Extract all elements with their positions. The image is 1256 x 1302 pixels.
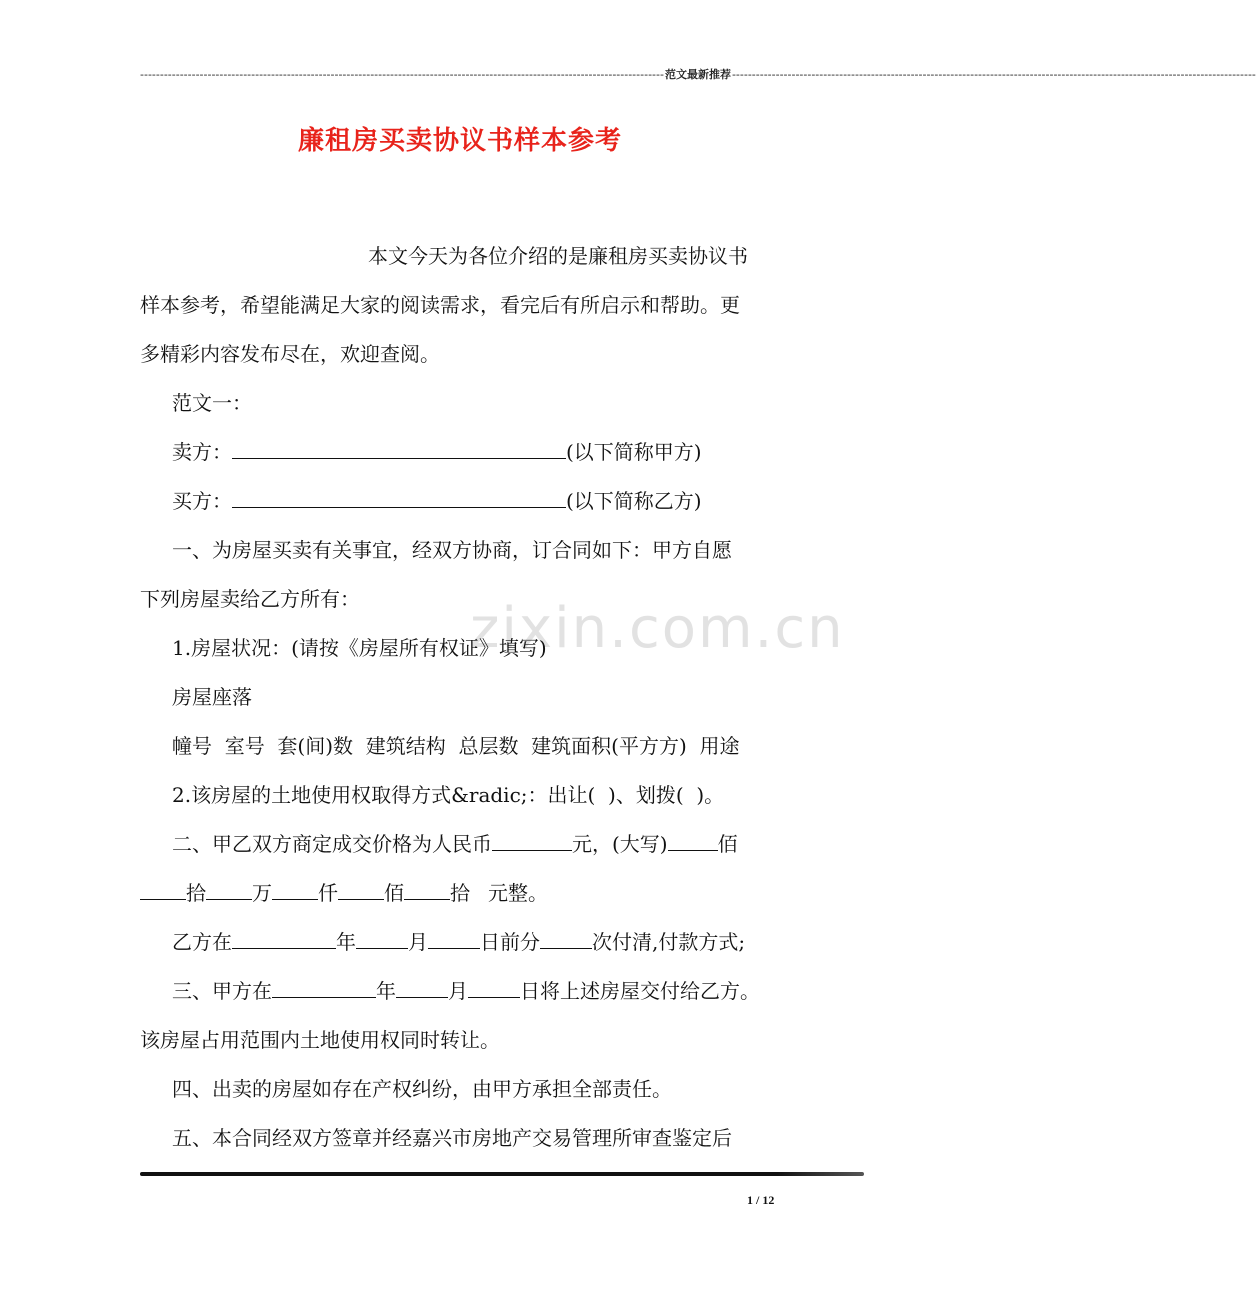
unit-bai: 佰: [384, 881, 404, 905]
clause1-line-a: 一、为房屋买卖有关事宜，经双方协商，订合同如下：甲方自愿: [172, 538, 732, 562]
unit-shi-2: 拾: [450, 881, 470, 905]
seller-suffix: (以下简称甲方): [566, 440, 702, 464]
unit-wan: 万: [252, 881, 272, 905]
clause4-line: 四、出卖的房屋如存在产权纠纷，由甲方承担全部责任。: [172, 1077, 672, 1101]
blank-2: [206, 877, 252, 900]
clause3-end: 日将上述房屋交付给乙方。: [520, 979, 760, 1003]
unit-qian: 仟: [318, 881, 338, 905]
item2-line: 2.该房屋的土地使用权取得方式&radic;：出让( )、划拨( )。: [172, 783, 725, 807]
location-line: 房屋座落: [172, 685, 252, 709]
clause3-line-a: [140, 967, 784, 1016]
blank-3: [272, 877, 318, 900]
blank-1: [140, 877, 186, 900]
payment-end: 次付清,付款方式;: [592, 930, 746, 954]
header-label: 范文最新推荐: [664, 68, 731, 81]
payment-day-blank: [428, 926, 480, 949]
columns-line: 幢号 室号 套(间)数 建筑结构 总层数 建筑面积(平方方) 用途: [172, 734, 740, 758]
item1-line: 1.房屋状况：(请按《房屋所有权证》填写): [172, 636, 547, 660]
clause2-prefix: 二、甲乙双方商定成交价格为人民币: [172, 832, 492, 856]
clause5-line: 五、本合同经双方签章并经嘉兴市房地产交易管理所审查鉴定后: [172, 1126, 732, 1150]
payment-year: 年: [336, 930, 356, 954]
intro-line-3: 多精彩内容发布尽在，欢迎查阅。: [140, 342, 440, 366]
clause3-year-blank: [272, 975, 376, 998]
document-title: 廉租房买卖协议书样本参考: [297, 126, 622, 156]
clause3-month: 月: [448, 979, 468, 1003]
clause2-mid: 元，(大写): [572, 832, 668, 856]
buyer-blank: [232, 485, 566, 508]
header-dashes-left: ------------------------------------------------------------------------------------------------------------------------------------: [140, 67, 664, 81]
page-number: 1 / 12: [747, 1193, 775, 1207]
payment-month-blank: [356, 926, 408, 949]
clause3-line-b: 该房屋占用范围内土地使用权同时转让。: [140, 1028, 500, 1052]
unit-yuan: 元整。: [488, 881, 548, 905]
header-dashes-right: ------------------------------------------------------------------------------------------------------------------------------------: [731, 67, 1256, 81]
seller-blank: [232, 436, 566, 459]
seller-label: 卖方：: [172, 440, 232, 464]
payment-day: 日前分: [480, 930, 540, 954]
payment-prefix: 乙方在: [172, 930, 232, 954]
price-blank: [492, 828, 572, 851]
payment-times-blank: [540, 926, 592, 949]
clause3-month-blank: [396, 975, 448, 998]
payment-year-blank: [232, 926, 336, 949]
payment-line: [140, 918, 784, 967]
clause2-end: 佰: [717, 832, 738, 856]
payment-month: 月: [408, 930, 428, 954]
intro-line-1: 本文今天为各位介绍的是廉租房买卖协议书: [368, 244, 748, 268]
clause1-line-b: 下列房屋卖给乙方所有：: [140, 587, 360, 611]
buyer-label: 买方：: [172, 489, 232, 513]
sample-heading: 范文一：: [172, 391, 252, 415]
blank-5: [404, 877, 450, 900]
intro-line-2: 样本参考，希望能满足大家的阅读需求，看完后有所启示和帮助。更: [140, 293, 740, 317]
footer-rule: [140, 1172, 864, 1176]
document-body: [140, 232, 784, 1163]
clause3-prefix: 三、甲方在: [172, 979, 272, 1003]
header-banner: [140, 66, 1256, 82]
clause3-year: 年: [376, 979, 396, 1003]
buyer-suffix: (以下简称乙方): [566, 489, 702, 513]
clause2-line-b: [140, 869, 784, 918]
clause2-line-a: [140, 820, 784, 869]
unit-shi-1: 拾: [186, 881, 206, 905]
price-words-blank: [668, 828, 718, 851]
watermark: zixin.com.cn: [470, 596, 845, 661]
clause3-day-blank: [468, 975, 520, 998]
blank-4: [338, 877, 384, 900]
seller-line: [140, 428, 784, 477]
buyer-line: [140, 477, 784, 526]
